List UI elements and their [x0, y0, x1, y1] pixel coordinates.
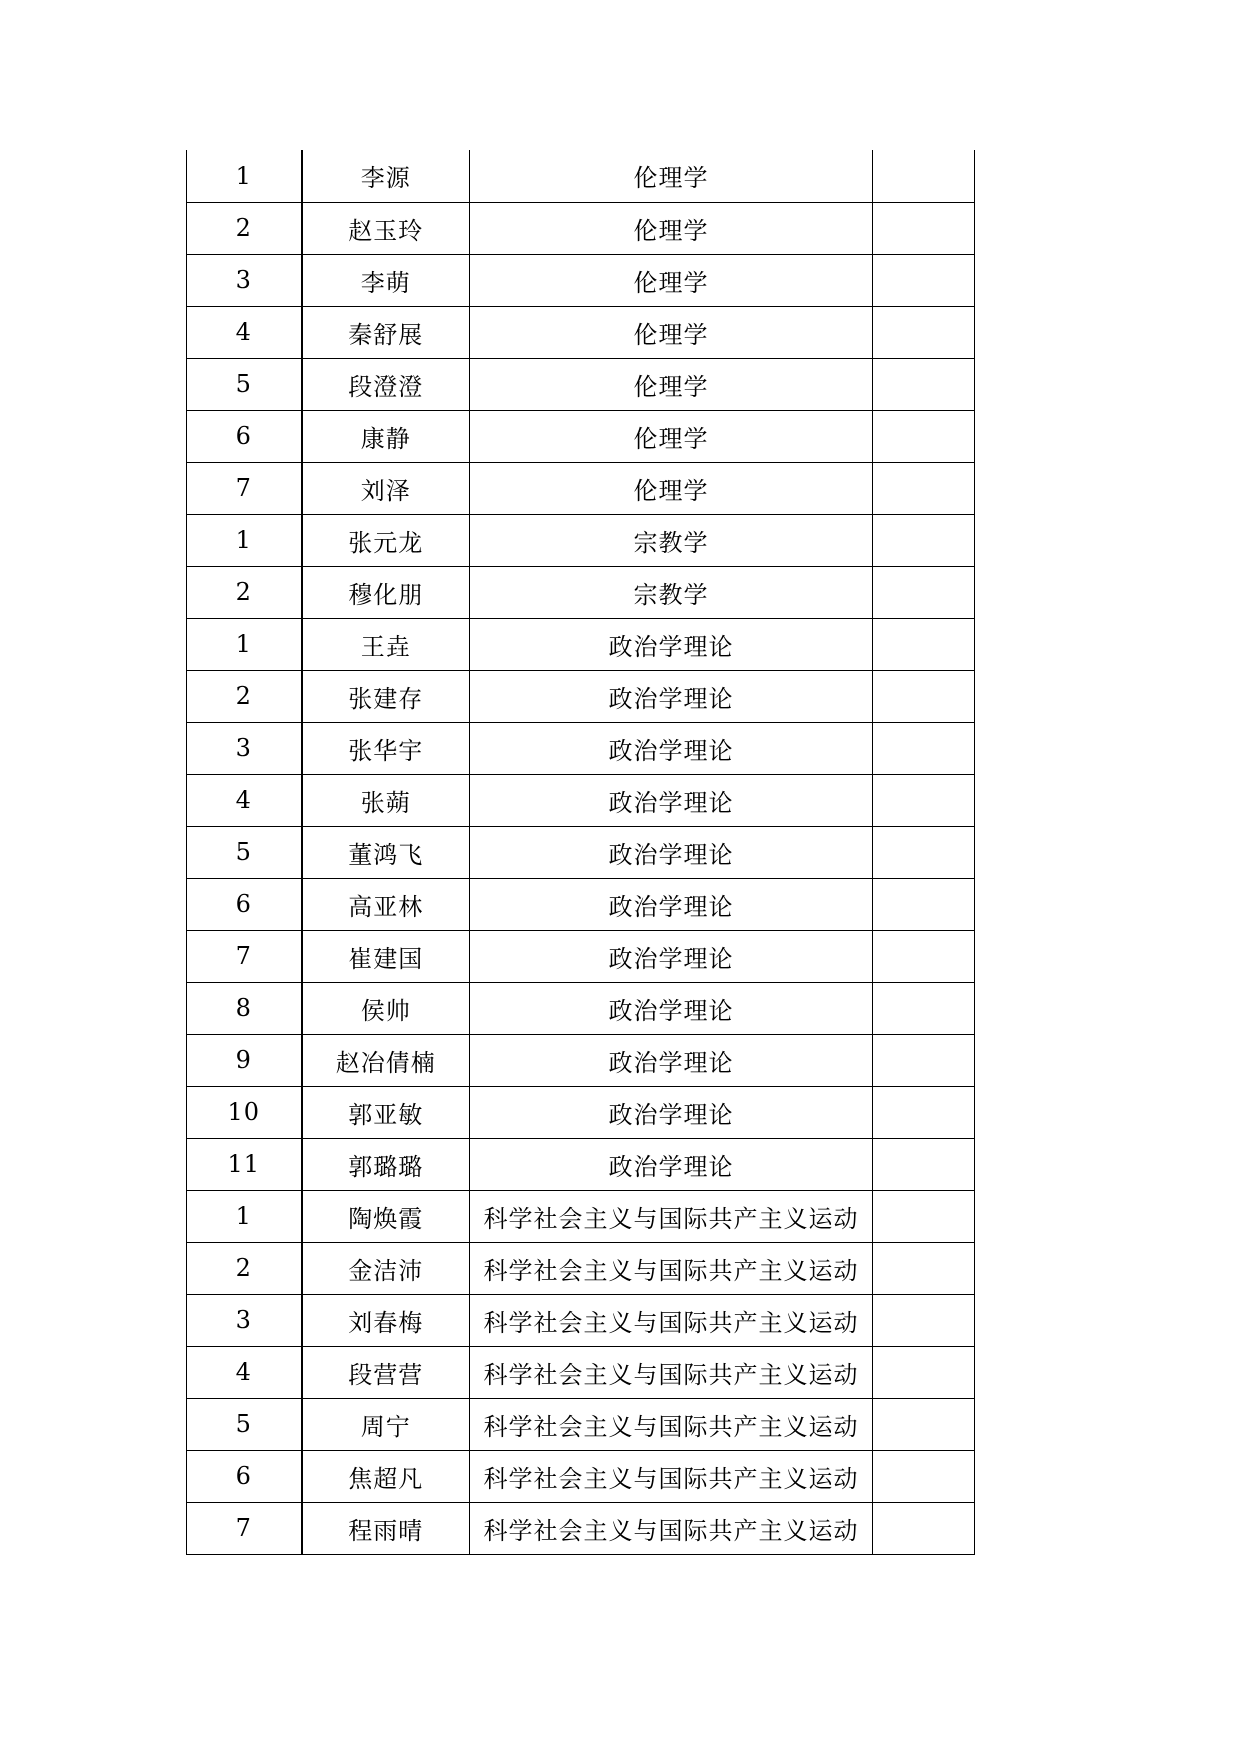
table-row [187, 1138, 975, 1190]
student-name-cell: 穆化朋 [302, 566, 470, 618]
major-cell: 科学社会主义与国际共产主义运动 [470, 1450, 873, 1502]
student-name-cell: 刘泽 [302, 462, 470, 514]
student-name-cell: 郭璐璐 [302, 1138, 470, 1190]
major-cell: 宗教学 [470, 514, 873, 566]
major-cell: 伦理学 [470, 202, 873, 254]
major-cell: 政治学理论 [470, 1034, 873, 1086]
row-index-cell: 7 [187, 930, 302, 982]
note-cell [873, 930, 975, 982]
student-name-cell: 高亚林 [302, 878, 470, 930]
row-index-cell: 1 [187, 514, 302, 566]
table-row [187, 306, 975, 358]
row-index-cell: 7 [187, 462, 302, 514]
student-name-cell: 李源 [302, 150, 470, 202]
major-cell: 宗教学 [470, 566, 873, 618]
student-name-cell: 康静 [302, 410, 470, 462]
row-index-cell: 3 [187, 1294, 302, 1346]
row-index-cell: 5 [187, 358, 302, 410]
table-row [187, 1450, 975, 1502]
student-name-cell: 段营营 [302, 1346, 470, 1398]
student-name-cell: 金洁沛 [302, 1242, 470, 1294]
table-row [187, 982, 975, 1034]
note-cell [873, 462, 975, 514]
table-row [187, 1242, 975, 1294]
major-cell: 科学社会主义与国际共产主义运动 [470, 1190, 873, 1242]
row-index-cell: 2 [187, 670, 302, 722]
table-row [187, 1034, 975, 1086]
note-cell [873, 306, 975, 358]
table-row [187, 774, 975, 826]
major-cell: 科学社会主义与国际共产主义运动 [470, 1242, 873, 1294]
row-index-cell: 2 [187, 202, 302, 254]
note-cell [873, 618, 975, 670]
table-row [187, 202, 975, 254]
row-index-cell: 1 [187, 618, 302, 670]
row-index-cell: 6 [187, 1450, 302, 1502]
note-cell [873, 878, 975, 930]
note-cell [873, 1034, 975, 1086]
major-cell: 政治学理论 [470, 618, 873, 670]
student-name-cell: 张建存 [302, 670, 470, 722]
note-cell [873, 670, 975, 722]
major-cell: 政治学理论 [470, 670, 873, 722]
row-index-cell: 1 [187, 1190, 302, 1242]
major-cell: 政治学理论 [470, 774, 873, 826]
row-index-cell: 7 [187, 1502, 302, 1554]
note-cell [873, 202, 975, 254]
student-name-cell: 侯帅 [302, 982, 470, 1034]
major-cell: 科学社会主义与国际共产主义运动 [470, 1346, 873, 1398]
row-index-cell: 4 [187, 774, 302, 826]
note-cell [873, 1450, 975, 1502]
table-row [187, 878, 975, 930]
student-name-cell: 赵冶倩楠 [302, 1034, 470, 1086]
note-cell [873, 1294, 975, 1346]
major-cell: 伦理学 [470, 306, 873, 358]
row-index-cell: 9 [187, 1034, 302, 1086]
row-index-cell: 10 [187, 1086, 302, 1138]
note-cell [873, 254, 975, 306]
major-cell: 伦理学 [470, 462, 873, 514]
row-index-cell: 4 [187, 306, 302, 358]
note-cell [873, 1398, 975, 1450]
student-name-cell: 刘春梅 [302, 1294, 470, 1346]
note-cell [873, 410, 975, 462]
student-name-cell: 董鸿飞 [302, 826, 470, 878]
student-name-cell: 张华宇 [302, 722, 470, 774]
major-cell: 科学社会主义与国际共产主义运动 [470, 1294, 873, 1346]
note-cell [873, 826, 975, 878]
student-name-cell: 张元龙 [302, 514, 470, 566]
major-cell: 政治学理论 [470, 878, 873, 930]
student-name-cell: 崔建国 [302, 930, 470, 982]
note-cell [873, 722, 975, 774]
student-name-cell: 李萌 [302, 254, 470, 306]
major-cell: 科学社会主义与国际共产主义运动 [470, 1398, 873, 1450]
roster-table-body [187, 150, 975, 1554]
table-row [187, 1398, 975, 1450]
table-row [187, 670, 975, 722]
note-cell [873, 1502, 975, 1554]
major-cell: 政治学理论 [470, 1086, 873, 1138]
table-row [187, 150, 975, 202]
table-row [187, 1346, 975, 1398]
row-index-cell: 6 [187, 878, 302, 930]
student-name-cell: 段澄澄 [302, 358, 470, 410]
row-index-cell: 6 [187, 410, 302, 462]
table-row [187, 1502, 975, 1554]
table-row [187, 1086, 975, 1138]
major-cell: 伦理学 [470, 410, 873, 462]
row-index-cell: 8 [187, 982, 302, 1034]
table-row [187, 566, 975, 618]
student-name-cell: 王垚 [302, 618, 470, 670]
note-cell [873, 1086, 975, 1138]
major-cell: 政治学理论 [470, 1138, 873, 1190]
table-row [187, 254, 975, 306]
student-name-cell: 周宁 [302, 1398, 470, 1450]
note-cell [873, 1242, 975, 1294]
table-row [187, 462, 975, 514]
note-cell [873, 358, 975, 410]
row-index-cell: 11 [187, 1138, 302, 1190]
major-cell: 政治学理论 [470, 722, 873, 774]
major-cell: 政治学理论 [470, 930, 873, 982]
row-index-cell: 3 [187, 254, 302, 306]
row-index-cell: 5 [187, 826, 302, 878]
row-index-cell: 4 [187, 1346, 302, 1398]
row-index-cell: 5 [187, 1398, 302, 1450]
row-index-cell: 2 [187, 566, 302, 618]
major-cell: 科学社会主义与国际共产主义运动 [470, 1502, 873, 1554]
table-row [187, 618, 975, 670]
table-row [187, 826, 975, 878]
student-name-cell: 郭亚敏 [302, 1086, 470, 1138]
note-cell [873, 774, 975, 826]
student-name-cell: 程雨晴 [302, 1502, 470, 1554]
note-cell [873, 150, 975, 202]
note-cell [873, 1346, 975, 1398]
row-index-cell: 2 [187, 1242, 302, 1294]
student-name-cell: 秦舒展 [302, 306, 470, 358]
table-row [187, 722, 975, 774]
note-cell [873, 982, 975, 1034]
major-cell: 伦理学 [470, 254, 873, 306]
student-name-cell: 赵玉玲 [302, 202, 470, 254]
major-cell: 政治学理论 [470, 982, 873, 1034]
row-index-cell: 3 [187, 722, 302, 774]
major-cell: 伦理学 [470, 358, 873, 410]
student-name-cell: 张蒴 [302, 774, 470, 826]
note-cell [873, 566, 975, 618]
row-index-cell: 1 [187, 150, 302, 202]
table-row [187, 930, 975, 982]
student-name-cell: 焦超凡 [302, 1450, 470, 1502]
table-row [187, 358, 975, 410]
note-cell [873, 514, 975, 566]
note-cell [873, 1138, 975, 1190]
major-cell: 政治学理论 [470, 826, 873, 878]
table-row [187, 514, 975, 566]
table-row [187, 1190, 975, 1242]
major-cell: 伦理学 [470, 150, 873, 202]
student-name-cell: 陶焕霞 [302, 1190, 470, 1242]
table-row [187, 1294, 975, 1346]
table-row [187, 410, 975, 462]
student-roster-table [186, 150, 975, 1555]
note-cell [873, 1190, 975, 1242]
